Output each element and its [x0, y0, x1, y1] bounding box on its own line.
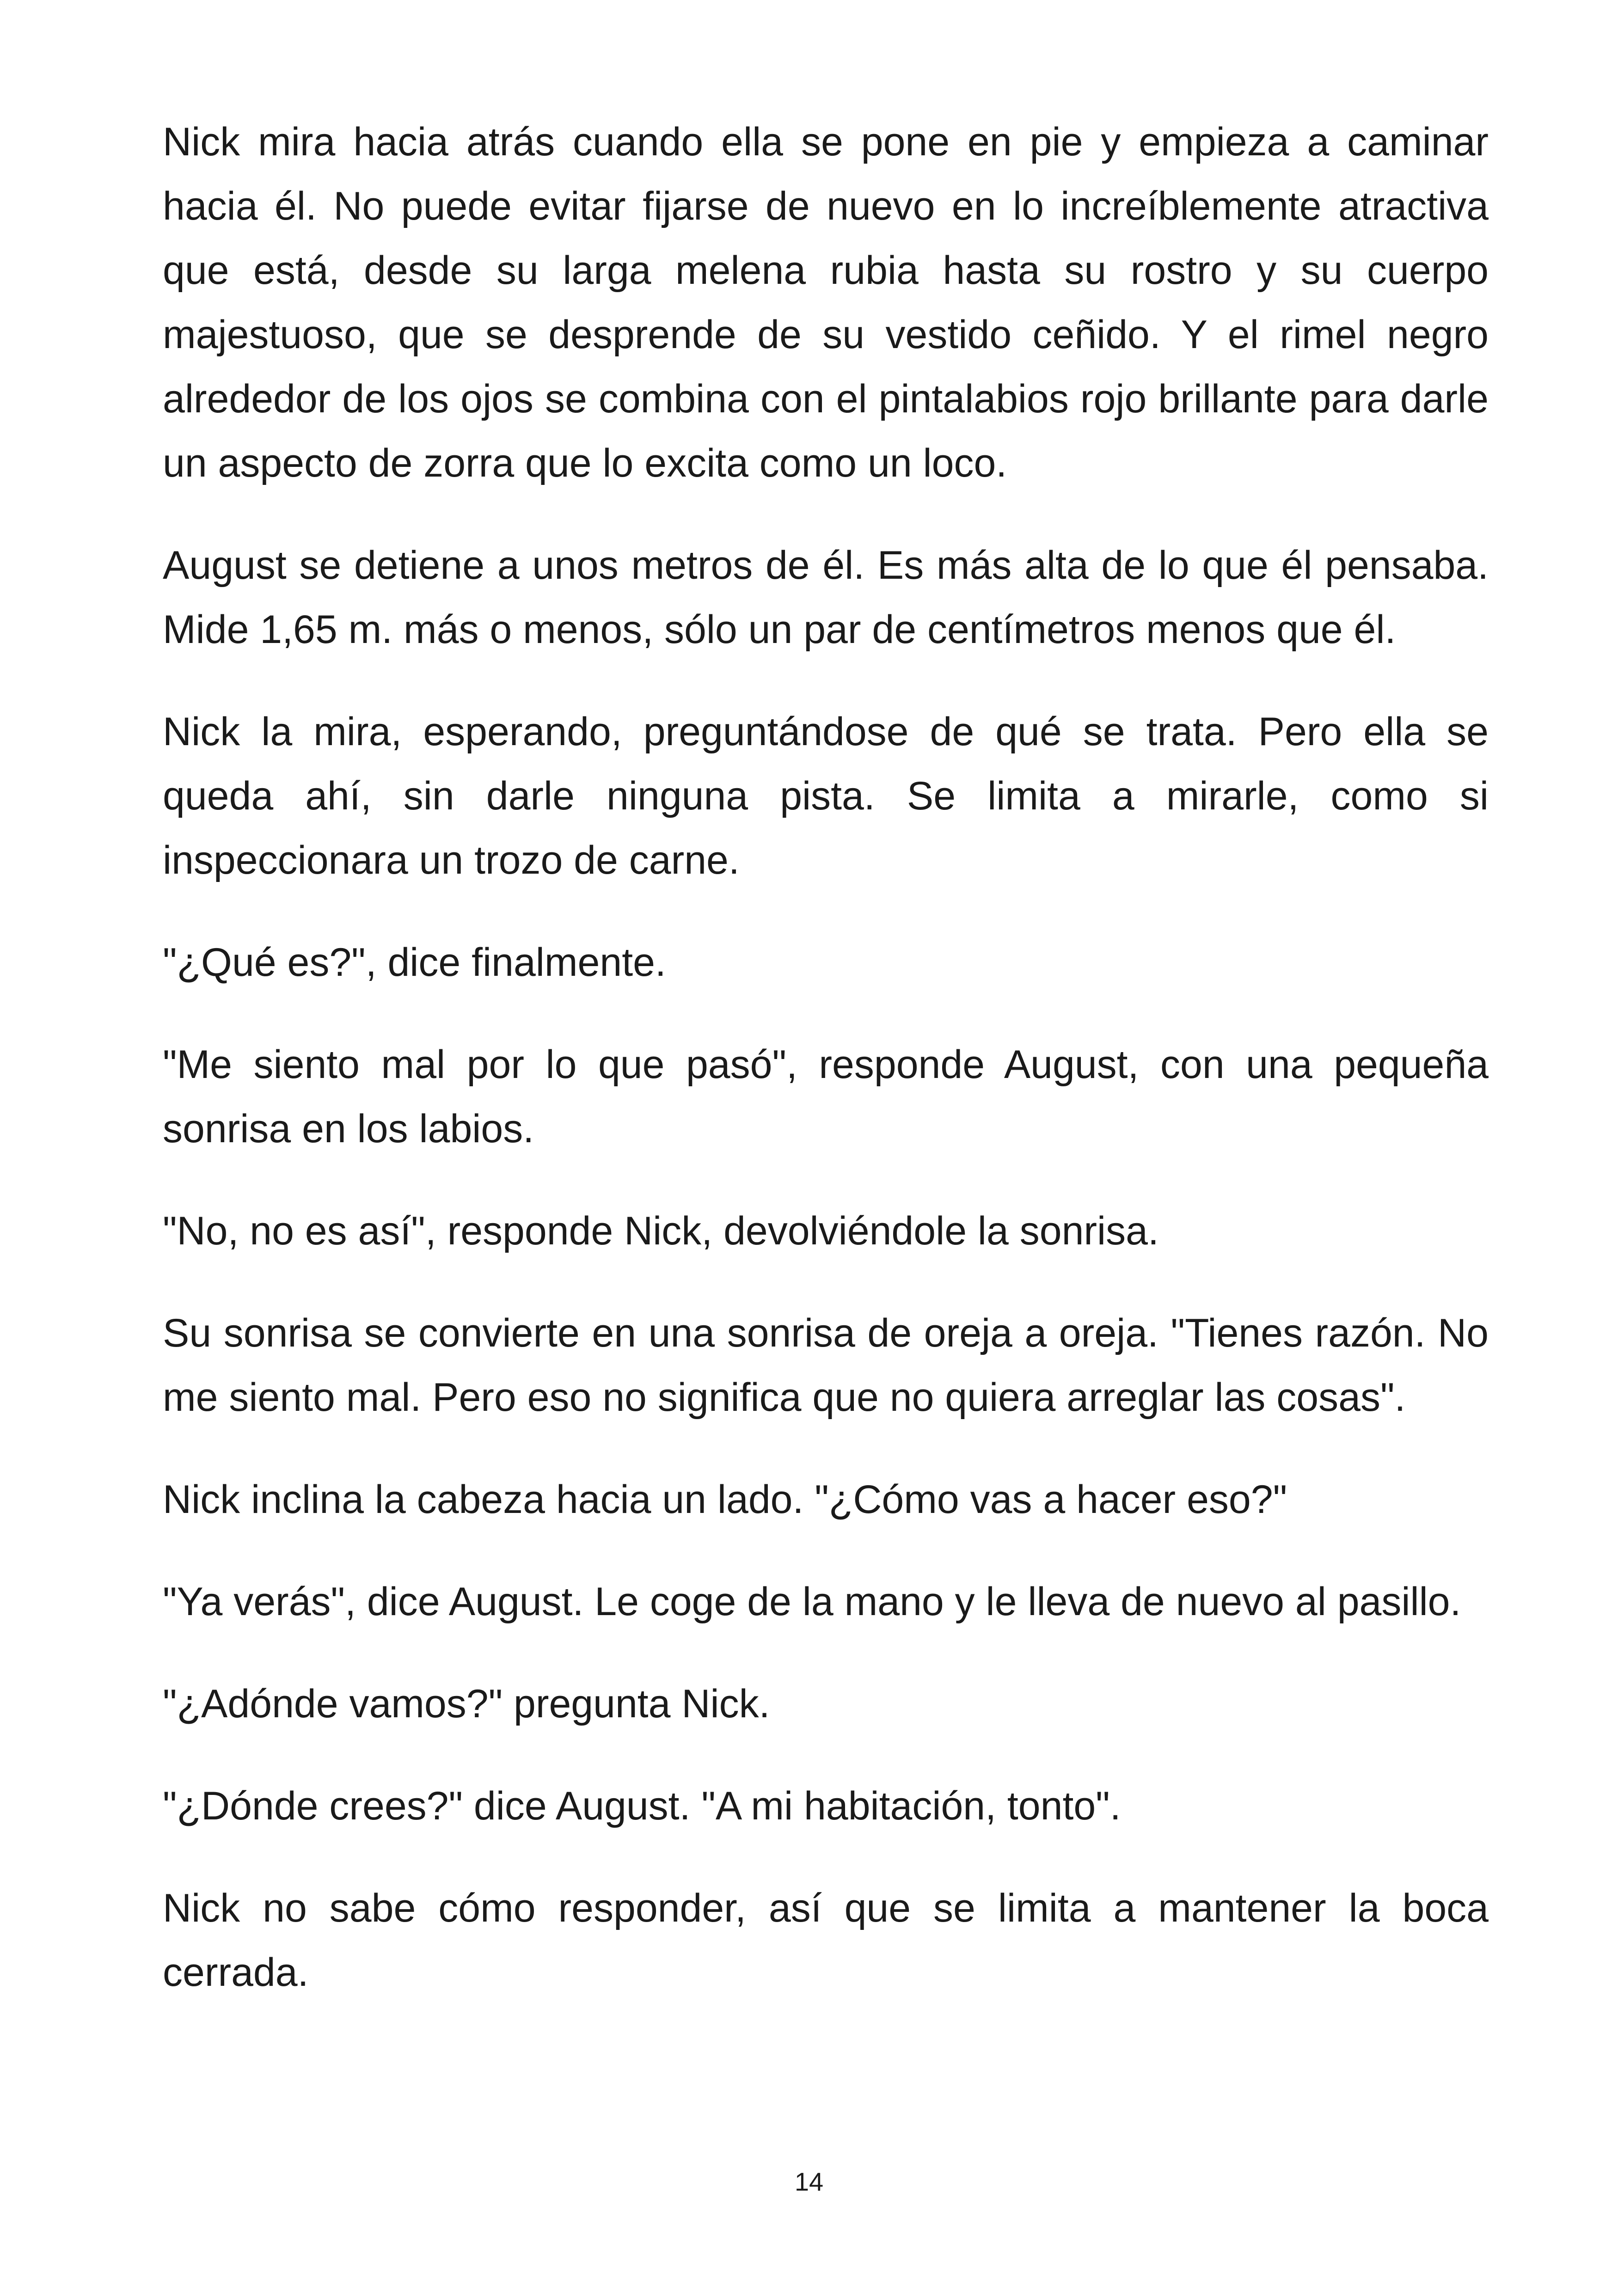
paragraph: "Ya verás", dice August. Le coge de la mano y le lleva de nuevo al pasillo.: [163, 1580, 1461, 1624]
paragraph: August se detiene a unos metros de él. Es más alta de lo que él pensaba. Mide 1,65 m. más o menos, sólo un par de centímetros menos que él.: [163, 543, 1489, 652]
paragraph: "Me siento mal por lo que pasó", responde August, con una pequeña sonrisa en los labios.: [163, 1042, 1489, 1151]
paragraph: "No, no es así", responde Nick, devolviéndole la sonrisa.: [163, 1209, 1159, 1253]
paragraph: "¿Dónde crees?" dice August. "A mi habitación, tonto".: [163, 1784, 1121, 1828]
paragraph: Su sonrisa se convierte en una sonrisa de oreja a oreja. "Tienes razón. No me siento mal. Pero eso no significa que no quiera arreglar las cosas".: [163, 1311, 1489, 1420]
paragraph: Nick la mira, esperando, preguntándose de qué se trata. Pero ella se queda ahí, sin darle ninguna pista. Se limita a mirarle, como si inspeccionara un trozo de carne.: [163, 710, 1489, 882]
paragraph: "¿Adónde vamos?" pregunta Nick.: [163, 1682, 770, 1726]
page-number: 14: [794, 2167, 824, 2196]
paragraph: Nick mira hacia atrás cuando ella se pone en pie y empieza a caminar hacia él. No puede evitar fijarse de nuevo en lo increíblemente atractiva que está, desde su larga melena rubia hasta su rostro y su cuerpo majestuoso, que se desprende de su vestido ceñido. Y el rimel negro alrededor de los ojos se combina con el pintalabios rojo brillante para darle un aspecto de zorra que lo excita como un loco.: [163, 120, 1489, 485]
paragraph: Nick inclina la cabeza hacia un lado. "¿Cómo vas a hacer eso?": [163, 1477, 1287, 1522]
body-text: [163, 110, 1489, 2043]
paragraph: "¿Qué es?", dice finalmente.: [163, 940, 666, 985]
paragraph: Nick no sabe cómo responder, así que se limita a mantener la boca cerrada.: [163, 1886, 1489, 1995]
